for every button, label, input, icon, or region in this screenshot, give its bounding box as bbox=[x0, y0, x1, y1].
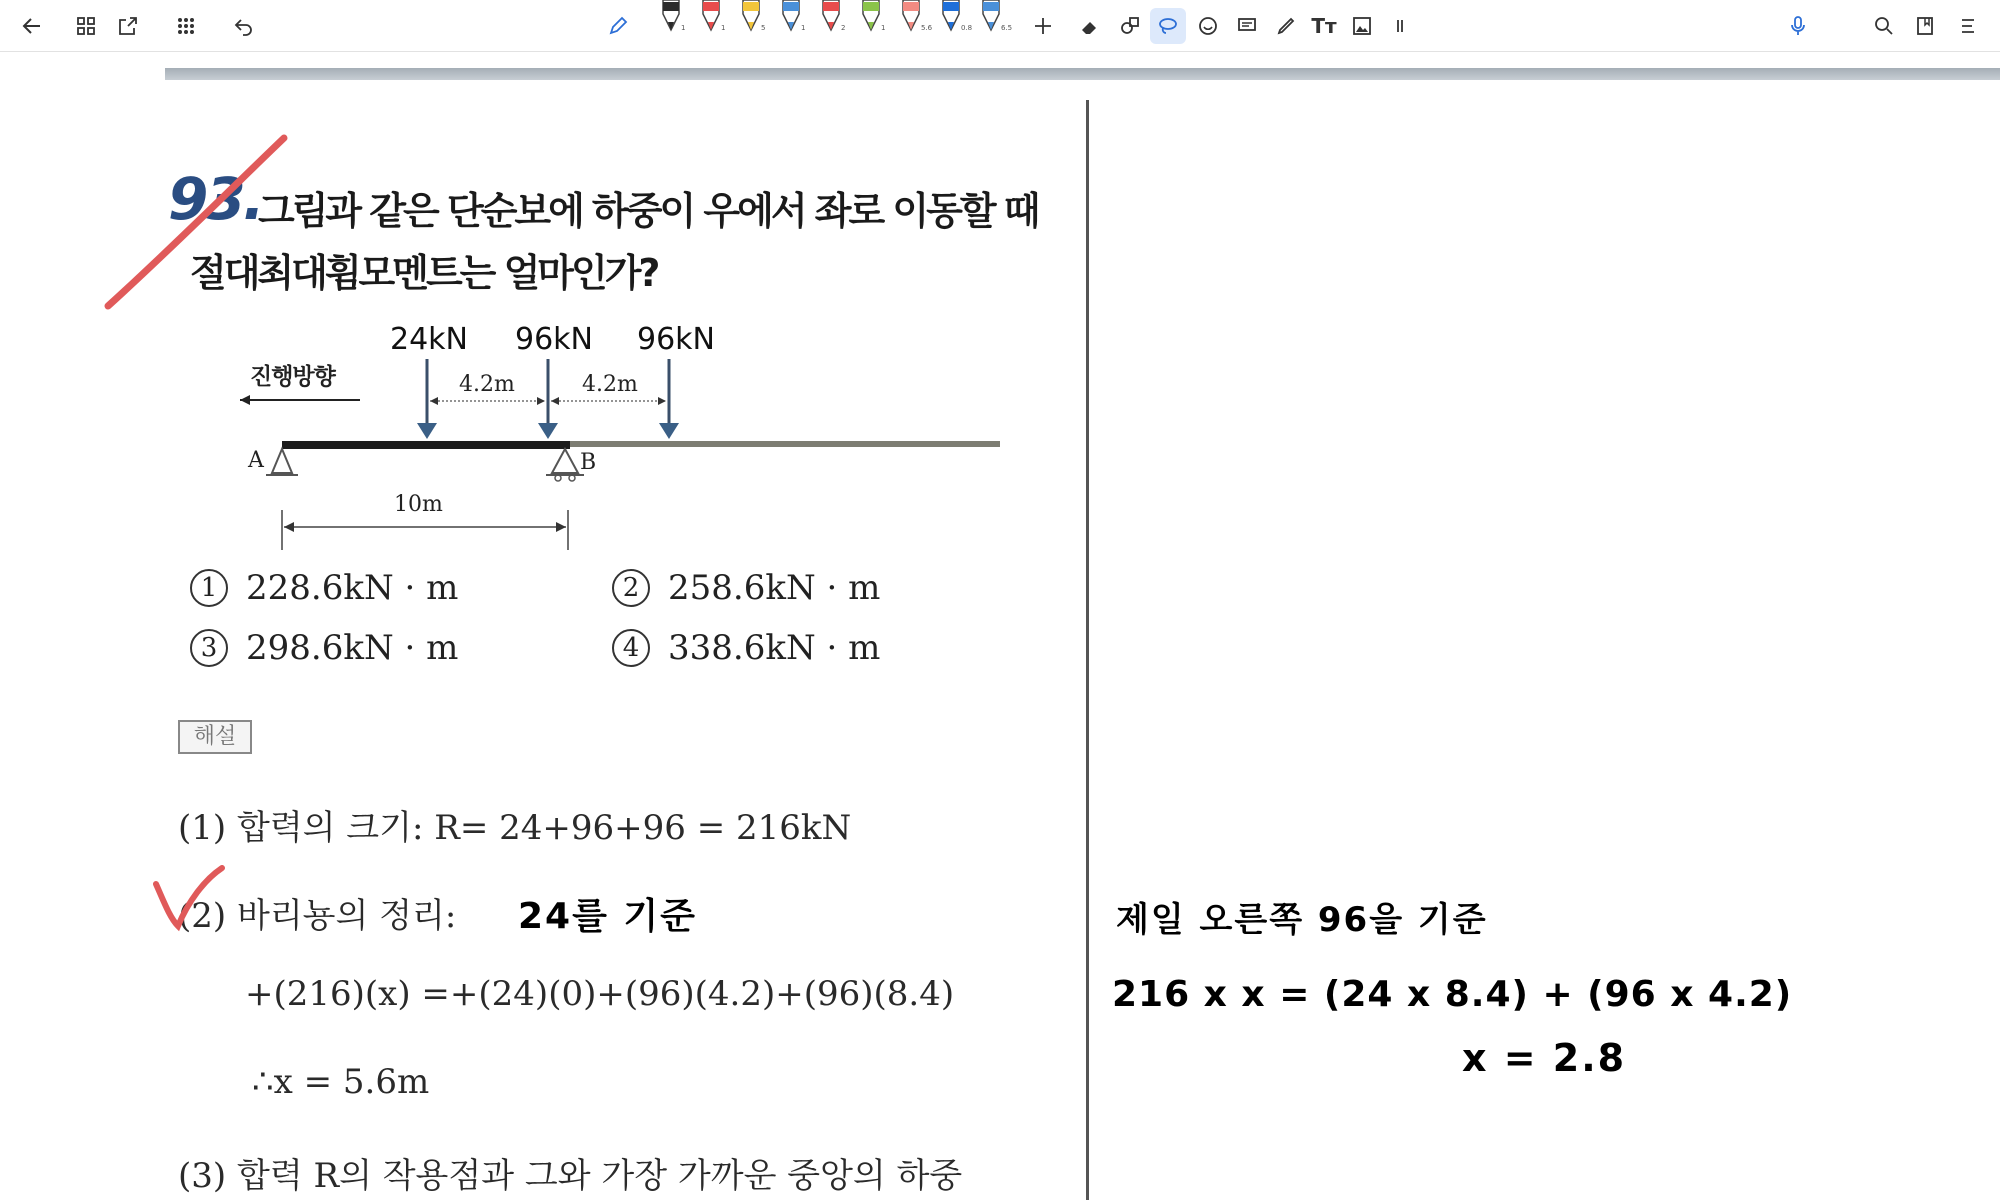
red-check-ink bbox=[150, 862, 230, 932]
page-divider bbox=[1086, 100, 1089, 1200]
grid-icon[interactable] bbox=[68, 8, 104, 44]
text-tool-label: Tт bbox=[1311, 14, 1337, 38]
choice-number: 3 bbox=[190, 629, 228, 667]
pen-tool-4[interactable] bbox=[775, 0, 807, 46]
choice-text: 258.6kN · m bbox=[668, 568, 881, 608]
choice-number: 4 bbox=[612, 629, 650, 667]
pen-size-label: 5 bbox=[761, 24, 766, 32]
pen-icon bbox=[855, 0, 887, 46]
support-b-label: B bbox=[580, 450, 597, 475]
problem-number: 93. bbox=[168, 165, 262, 233]
pen-icon bbox=[695, 0, 727, 46]
pen-size-label: 5.6 bbox=[921, 24, 933, 32]
support-b bbox=[546, 449, 584, 481]
back-arrow-icon[interactable] bbox=[14, 8, 50, 44]
load-label-96kn-2: 96kN bbox=[637, 322, 715, 357]
pen-size-label: 1 bbox=[721, 24, 726, 32]
page-top-edge bbox=[165, 68, 2000, 80]
direction-label: 진행방향 bbox=[250, 364, 335, 390]
choice-number: 1 bbox=[190, 569, 228, 607]
search-icon[interactable] bbox=[1866, 8, 1902, 44]
choice-3 bbox=[190, 628, 458, 668]
pen-size-label: 0.8 bbox=[961, 24, 973, 32]
handwritten-note-left: 24를 기준 bbox=[518, 896, 697, 937]
menu-icon[interactable] bbox=[1952, 8, 1988, 44]
choice-2 bbox=[612, 568, 880, 608]
spacing-label-1: 4.2m bbox=[459, 372, 515, 397]
pencil-tool-icon[interactable] bbox=[600, 8, 636, 44]
pen-tool-3[interactable] bbox=[735, 0, 767, 46]
choice-4 bbox=[612, 628, 880, 668]
microphone-icon[interactable] bbox=[1780, 8, 1816, 44]
pen-size-label: 1 bbox=[801, 24, 806, 32]
pen-icon bbox=[935, 0, 973, 46]
pen-tool-7[interactable] bbox=[895, 0, 933, 46]
handwritten-equation-2: x = 2.8 bbox=[1462, 1036, 1627, 1080]
load-label-24kn: 24kN bbox=[390, 322, 468, 357]
eraser-icon[interactable] bbox=[1072, 8, 1108, 44]
comment-icon[interactable] bbox=[1230, 8, 1266, 44]
pen-icon bbox=[735, 0, 767, 46]
solution-result: ∴x = 5.6m bbox=[252, 1062, 430, 1102]
pen-icon bbox=[655, 0, 687, 46]
apps-icon[interactable] bbox=[168, 8, 204, 44]
solution-badge: 해설 bbox=[178, 720, 252, 754]
export-icon[interactable] bbox=[110, 8, 146, 44]
pen-tool-9[interactable] bbox=[975, 0, 1013, 46]
undo-icon[interactable] bbox=[226, 8, 262, 44]
choice-1 bbox=[190, 568, 458, 608]
pen-icon bbox=[975, 0, 1013, 46]
spacing-dimension-2 bbox=[551, 397, 666, 405]
highlighter-icon[interactable] bbox=[1268, 8, 1304, 44]
image-icon[interactable] bbox=[1344, 8, 1380, 44]
pen-size-label: 1 bbox=[681, 24, 686, 32]
pen-size-label: 6.5 bbox=[1001, 24, 1013, 32]
toolbar bbox=[0, 0, 2000, 52]
choice-text: 298.6kN · m bbox=[246, 628, 459, 668]
pen-tool-5[interactable] bbox=[815, 0, 847, 46]
beam-extension bbox=[570, 441, 1000, 447]
choice-text: 338.6kN · m bbox=[668, 628, 881, 668]
more-icon[interactable] bbox=[1382, 8, 1418, 44]
solution-step-2: (2) 바리뇽의 정리: bbox=[178, 896, 457, 936]
pen-tool-8[interactable] bbox=[935, 0, 973, 46]
solution-step-3: (3) 합력 R의 작용점과 그와 가장 가까운 중앙의 하중 bbox=[178, 1156, 963, 1196]
pen-icon bbox=[775, 0, 807, 46]
bookmark-icon[interactable] bbox=[1908, 8, 1944, 44]
handwritten-equation-1: 216 x x = (24 x 8.4) + (96 x 4.2) bbox=[1112, 974, 1793, 1015]
support-a-label: A bbox=[248, 448, 264, 473]
pen-tool-2[interactable] bbox=[695, 0, 727, 46]
span-label: 10m bbox=[394, 492, 443, 517]
solution-equation: +(216)(x) =+(24)(0)+(96)(4.2)+(96)(8.4) bbox=[245, 974, 955, 1014]
choice-number: 2 bbox=[612, 569, 650, 607]
pen-size-label: 1 bbox=[881, 24, 886, 32]
pen-icon bbox=[815, 0, 847, 46]
pen-tool-1[interactable] bbox=[655, 0, 687, 46]
pen-icon bbox=[895, 0, 933, 46]
spacing-dimension-1 bbox=[430, 397, 545, 405]
handwritten-note-right: 제일 오른쪽 96을 기준 bbox=[1116, 900, 1488, 940]
lasso-icon[interactable] bbox=[1150, 8, 1186, 44]
pen-tool-6[interactable] bbox=[855, 0, 887, 46]
question-line-1: 그림과 같은 단순보에 하중이 우에서 좌로 이동할 때 bbox=[258, 189, 1038, 233]
pen-size-label: 2 bbox=[841, 24, 846, 32]
load-label-96kn-1: 96kN bbox=[515, 322, 593, 357]
red-strike-ink bbox=[100, 130, 300, 320]
question-line-2: 절대최대휨모멘트는 얼마인가? bbox=[190, 251, 658, 295]
add-pen-icon[interactable] bbox=[1025, 8, 1061, 44]
shapes-icon[interactable] bbox=[1112, 8, 1148, 44]
solution-step-1: (1) 합력의 크기: R= 24+96+96 = 216kN bbox=[178, 808, 852, 848]
support-a bbox=[266, 449, 298, 475]
direction-arrow bbox=[240, 395, 360, 405]
beam bbox=[282, 441, 570, 449]
sticker-icon[interactable] bbox=[1190, 8, 1226, 44]
text-icon[interactable] bbox=[1306, 8, 1342, 44]
spacing-label-2: 4.2m bbox=[582, 372, 638, 397]
choice-text: 228.6kN · m bbox=[246, 568, 459, 608]
